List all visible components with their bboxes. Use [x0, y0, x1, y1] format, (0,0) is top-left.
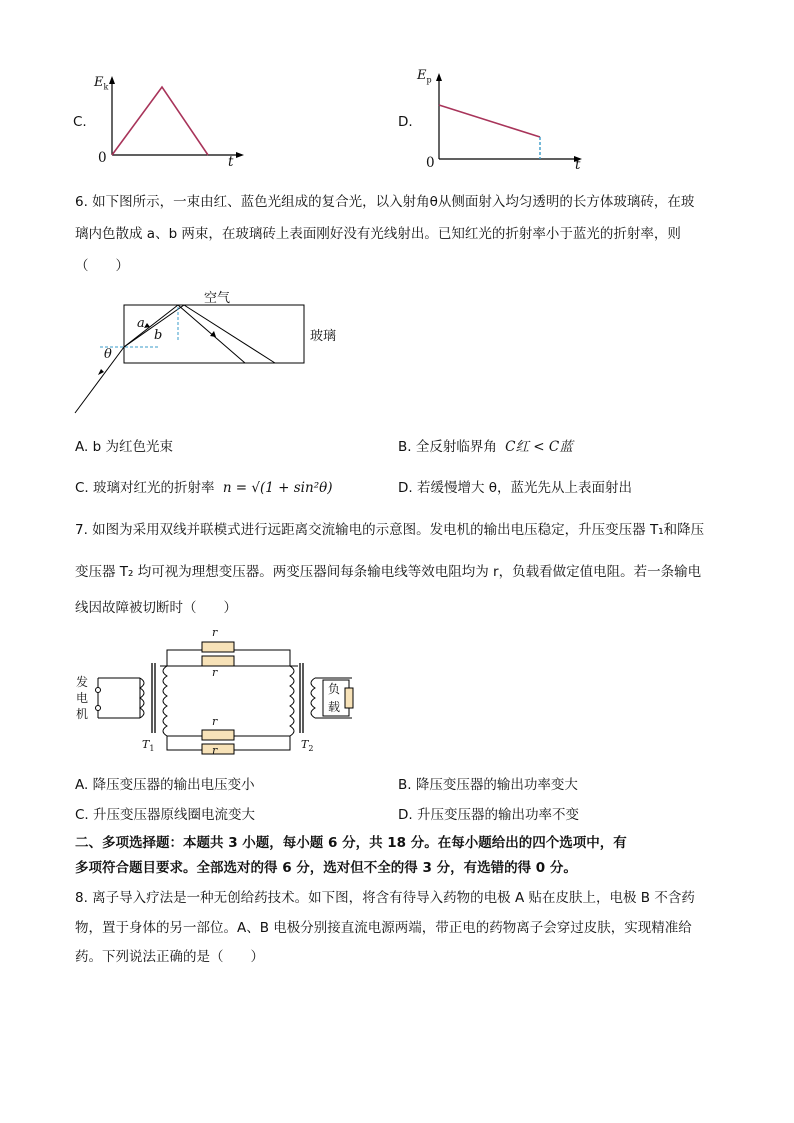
q8-stem-line-3: 药。下列说法正确的是（ ） — [75, 949, 264, 965]
section2-heading-line-2: 多项符合题目要求。全部选对的得 6 分，选对但不全的得 3 分，有选错的得 0 分。 — [75, 860, 577, 876]
graph-d-option-label: D. — [398, 114, 413, 130]
q7-load-label-2: 载 — [328, 700, 341, 714]
section2-heading-line-1: 二、多项选择题：本题共 3 小题，每小题 6 分，共 18 分。在每小题给出的四个选项中，有 — [75, 835, 627, 851]
q7-t2-label: $T_2$ — [301, 738, 314, 754]
q7-stem-line-3: 线因故障被切断时（ ） — [75, 600, 237, 616]
graph-c-option-label: C. — [73, 114, 87, 130]
q7-circuit-figure — [70, 628, 370, 758]
q6-option-a[interactable]: A. b 为红色光束 — [75, 439, 173, 455]
q7-circuit-svg — [70, 628, 370, 758]
graph-d — [395, 65, 595, 175]
q6-figure-air-label: 空气 — [204, 291, 231, 306]
q7-resistor-label-2: r — [212, 666, 218, 679]
q7-option-c[interactable]: C. 升压变压器原线圈电流变大 — [75, 807, 256, 823]
q6-option-d[interactable]: D. 若缓慢增大 θ，蓝光先从上表面射出 — [398, 480, 633, 496]
q8-stem-line-2: 物，置于身体的另一部位。A、B 电极分别接直流电源两端，带正电的药物离子会穿过皮肤，实现精准给 — [75, 920, 692, 936]
q7-stem-line-2: 变压器 T₂ 均可视为理想变压器。两变压器间每条输电线等效电阻均为 r，负载看做定值电阻。若一条输电 — [75, 564, 702, 580]
q6-figure-a-label: a — [137, 316, 145, 331]
q7-generator-label-3: 机 — [76, 707, 89, 721]
q6-stem-line-2: 璃内色散成 a、b 两束，在玻璃砖上表面刚好没有光线射出。已知红光的折射率小于蓝光的折射率，则 — [75, 226, 681, 242]
q7-load-label-1: 负 — [328, 682, 341, 696]
q7-option-d[interactable]: D. 升压变压器的输出功率不变 — [398, 807, 579, 823]
graph-d-origin: 0 — [426, 155, 435, 171]
q7-option-a[interactable]: A. 降压变压器的输出电压变小 — [75, 777, 255, 793]
q6-option-b[interactable] — [398, 437, 573, 457]
q7-resistor-label-4: r — [212, 744, 218, 757]
q6-figure-glass-label: 玻璃 — [310, 329, 337, 344]
q6-option-b-text: B. 全反射临界角 — [398, 439, 497, 455]
q6-stem-line-1: 6. 如下图所示，一束由红、蓝色光组成的复合光，以入射角θ从侧面射入均匀透明的长方体玻璃砖，在玻 — [75, 194, 695, 210]
q7-generator-label-1: 发 — [76, 675, 89, 689]
q6-stem-line-3: （ ） — [75, 258, 129, 274]
q7-stem-line-1: 7. 如图为采用双线并联模式进行远距离交流输电的示意图。发电机的输出电压稳定，升压变压器 T₁和降压 — [75, 522, 705, 538]
graph-d-x-label: t — [575, 157, 581, 173]
q6-figure-theta-label: θ — [104, 347, 112, 362]
graph-c-origin: 0 — [98, 150, 107, 166]
q6-figure-b-label: b — [154, 328, 163, 343]
q6-option-c[interactable] — [75, 478, 333, 498]
graph-d-y-label: $E_p$ — [417, 68, 432, 85]
graph-c-x-label: t — [228, 154, 234, 170]
graph-c-y-label: $E_k$ — [94, 75, 109, 92]
q7-resistor-label-1: r — [212, 626, 218, 639]
q7-t1-label: $T_1$ — [142, 738, 155, 754]
q7-generator-label-2: 电 — [76, 691, 89, 705]
q8-stem-line-1: 8. 离子导入疗法是一种无创给药技术。如下图，将含有待导入药物的电极 A 贴在皮肤上，电极 B 不含药 — [75, 890, 695, 906]
graph-c — [70, 70, 250, 170]
q7-resistor-label-3: r — [212, 715, 218, 728]
q6-figure — [70, 285, 350, 420]
q7-option-b[interactable]: B. 降压变压器的输出功率变大 — [398, 777, 578, 793]
q6-option-c-formula: n = √(1 + sin²θ) — [222, 480, 333, 496]
q6-option-b-formula: C红 < C蓝 — [505, 439, 573, 455]
q6-option-c-text: C. 玻璃对红光的折射率 — [75, 480, 215, 496]
